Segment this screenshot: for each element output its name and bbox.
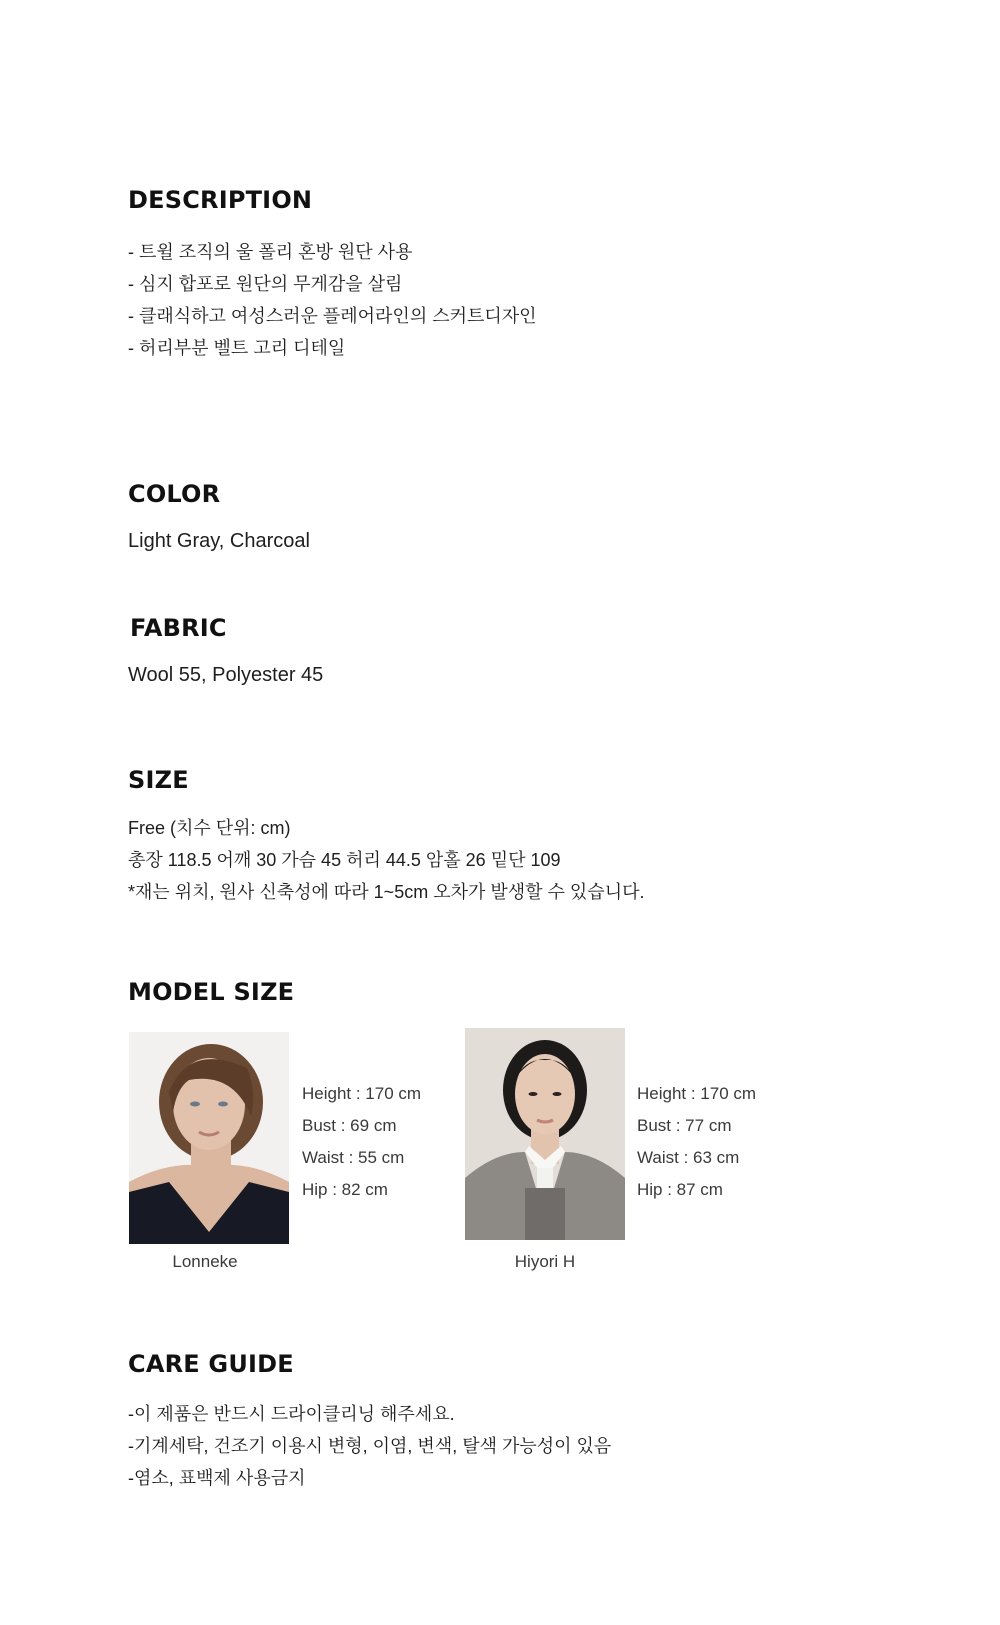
model-name-lonneke: Lonneke [172, 1252, 238, 1271]
care-guide-item: -염소, 표백제 사용금지 [128, 1468, 306, 1488]
care-guide-list [128, 1398, 611, 1494]
fabric-heading: FABRIC [130, 614, 227, 642]
size-heading: SIZE [128, 766, 189, 794]
color-heading: COLOR [128, 480, 221, 508]
fabric-value: Wool 55, Polyester 45 [128, 664, 324, 686]
care-guide-heading: CARE GUIDE [128, 1350, 294, 1378]
size-line: *재는 위치, 원사 신축성에 따라 1~5cm 오차가 발생할 수 있습니다. [128, 882, 645, 902]
care-guide-item: -이 제품은 반드시 드라이클리닝 해주세요. [128, 1404, 455, 1424]
care-guide-item: -기계세탁, 건조기 이용시 변형, 이염, 변색, 탈색 가능성이 있음 [128, 1436, 612, 1456]
model-size-heading: MODEL SIZE [128, 978, 295, 1006]
model-stat-waist: Waist : 63 cm [637, 1148, 740, 1167]
description-heading: DESCRIPTION [128, 186, 313, 214]
model-stat-bust: Bust : 69 cm [302, 1116, 397, 1135]
model-photo-hiyori [465, 1028, 625, 1240]
model-stat-hip: Hip : 82 cm [302, 1180, 388, 1199]
model-stats-lonneke [302, 1078, 421, 1206]
model-stats-hiyori [637, 1078, 756, 1206]
size-details [128, 812, 644, 908]
portrait-image-icon [129, 1032, 289, 1244]
model-stat-bust: Bust : 77 cm [637, 1116, 732, 1135]
model-stat-height: Height : 170 cm [637, 1084, 757, 1103]
description-item: - 트윌 조직의 울 폴리 혼방 원단 사용 [128, 242, 413, 262]
model-photo-lonneke [129, 1032, 289, 1244]
model-stat-waist: Waist : 55 cm [302, 1148, 405, 1167]
model-stat-height: Height : 170 cm [302, 1084, 422, 1103]
model-stat-hip: Hip : 87 cm [637, 1180, 723, 1199]
model-name-hiyori: Hiyori H [514, 1252, 576, 1271]
portrait-image-icon [465, 1028, 625, 1240]
color-value: Light Gray, Charcoal [128, 530, 310, 552]
description-item: - 심지 합포로 원단의 무게감을 살림 [128, 274, 403, 294]
size-line: Free (치수 단위: cm) [128, 818, 291, 838]
description-item: - 클래식하고 여성스러운 플레어라인의 스커트디자인 [128, 306, 537, 326]
description-item: - 허리부분 벨트 고리 디테일 [128, 338, 346, 358]
description-list [128, 236, 537, 364]
size-line: 총장 118.5 어깨 30 가슴 45 허리 44.5 암홀 26 밑단 109 [128, 850, 561, 870]
